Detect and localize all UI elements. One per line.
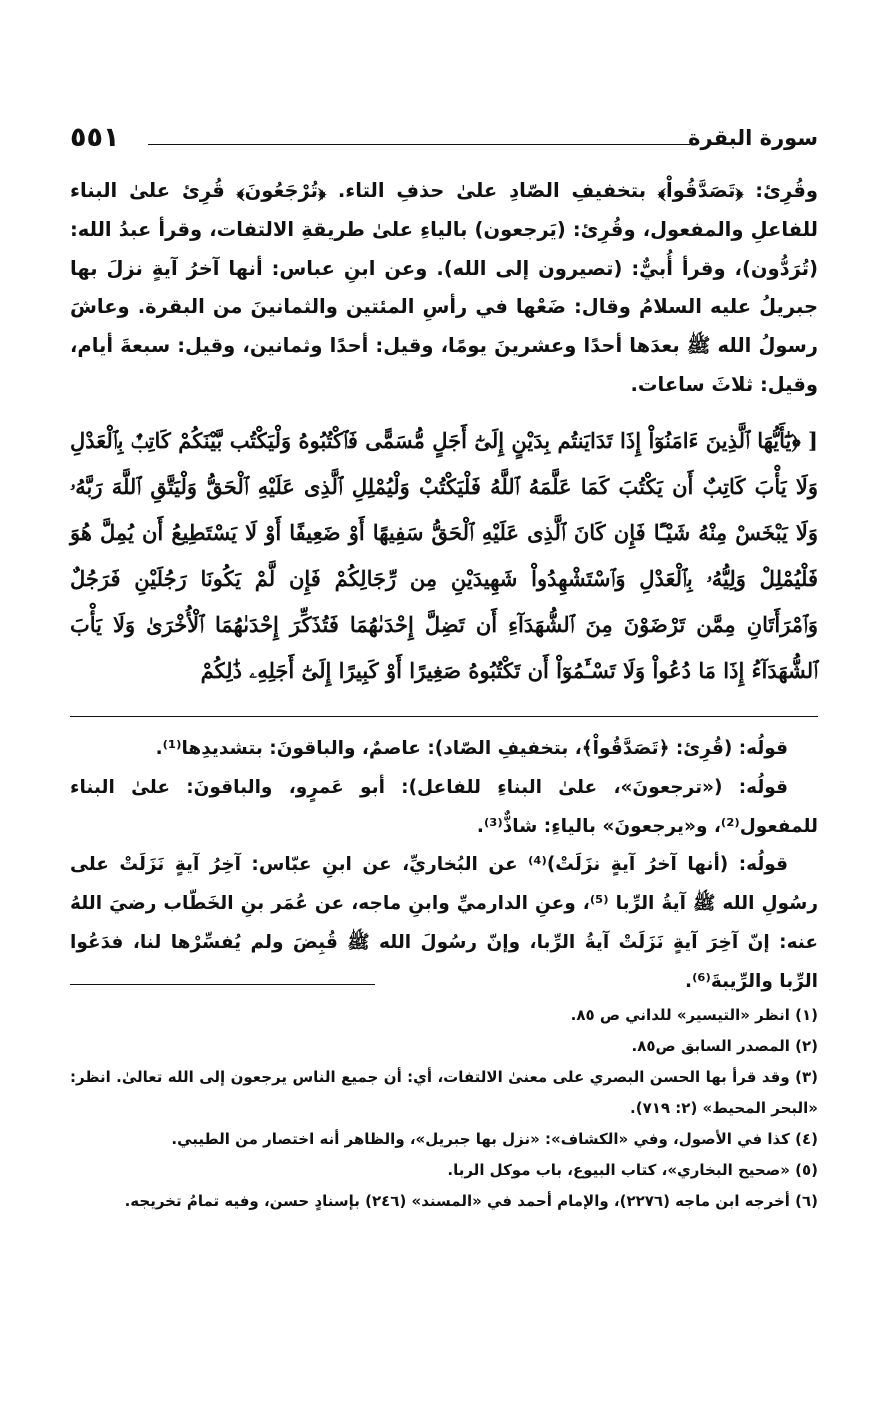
header-rule [148,144,690,145]
surah-title: سورة البقرة [688,126,818,150]
commentary-paragraph: قولُه: (أنها آخرُ آيةٍ نزَلَتْ)⁽⁴⁾ عن البُخاريِّ، عن ابنِ عبّاس: آخِرُ آيةٍ نَزَلَتْ على رسُولِ الله ﷺ آيةُ الرِّبا ⁽⁵⁾، وعنِ الدارميِّ وابنِ ماجه، عن عُمَر بنِ الخَطّاب رضيَ اللهُ عنه: إنّ آخِرَ آيةٍ نَزَلَتْ آيةُ الرِّبا، وإنّ رسُولَ الله ﷺ قُبِضَ ولم يُفسِّرْها لنا، فدَعُوا الرِّبا والرِّيبةَ⁽⁶⁾. [70,854,818,992]
footnote: (١) انظر «التيسير» للداني ص ٨٥. [570,1006,818,1024]
footnote-divider [70,984,375,985]
footnote: (٦) أخرجه ابن ماجه (٢٢٧٦)، والإمام أحمد في «المسند» (٢٤٦) بإسنادٍ حسن، وفيه تمامُ تخريجه. [124,1192,818,1210]
footnote: (٣) وقد قرأ بها الحسن البصري على معنىٰ الالتفات، أي: أن جميع الناس يرجعون إلى الله تعالىٰ. انظر: «البحر المحيط» (٢: ٧١٩). [70,1068,818,1117]
main-paragraph: وقُرِئ: ﴿تَصَدَّقُواْ﴾ بتخفيفِ الصّادِ علىٰ حذفِ التاء. ﴿تُرْجَعُونَ﴾ قُرِئ علىٰ البناء للفاعلِ والمفعول، وقُرِئ: (يَرجعون) بالياءِ علىٰ طريقةِ الالتفات، وقرأ عبدُ الله: (تُرَدُّون)، وقرأ أُبيٌّ: (تصيرون إلى الله). وعن ابنِ عباس: أنها آخرُ آيةٍ نزلَ بها جبريلُ عليه السلامُ وقال: ضَعْها في رأسِ المئتين والثمانينَ من البقرة. وعاشَ رسولُ الله ﷺ بعدَها أحدًا وعشرينَ يومًا، وقيل: أحدًا وثمانين، وقيل: سبعةَ أيام، وقيل: ثلاثَ ساعات. [70,179,818,396]
book-page [70,100,818,1320]
section-divider [70,716,818,717]
quran-verse [70,418,818,694]
footnotes [70,1000,818,1217]
footnote: (٥) «صحيح البخاري»، كتاب البيوع، باب موكل الربا. [447,1161,818,1179]
page-number: ٥٥١ [70,122,120,153]
quran-verse-text: [ ﴿يَٰٓأَيُّهَا ٱلَّذِينَ ءَامَنُوٓاْ إِذَا تَدَايَنتُم بِدَيْنٍ إِلَىٰٓ أَجَلٍ مُّسَمًّى فَٱكْتُبُوهُ وَلْيَكْتُب بَّيْنَكُمْ كَاتِبٌۢ بِٱلْعَدْلِ وَلَا يَأْبَ كَاتِبٌ أَن يَكْتُبَ كَمَا عَلَّمَهُ ٱللَّهُ فَلْيَكْتُبْ وَلْيُمْلِلِ ٱلَّذِى عَلَيْهِ ٱلْحَقُّ وَلْيَتَّقِ ٱللَّهَ رَبَّهُۥ وَلَا يَبْخَسْ مِنْهُ شَيْـًٔا فَإِن كَانَ ٱلَّذِى عَلَيْهِ ٱلْحَقُّ سَفِيهًا أَوْ ضَعِيفًا أَوْ لَا يَسْتَطِيعُ أَن يُمِلَّ هُوَ فَلْيُمْلِلْ وَلِيُّهُۥ بِٱلْعَدْلِ وَٱسْتَشْهِدُواْ شَهِيدَيْنِ مِن رِّجَالِكُمْ فَإِن لَّمْ يَكُونَا رَجُلَيْنِ فَرَجُلٌ وَٱمْرَأَتَانِ مِمَّن تَرْضَوْنَ مِنَ ٱلشُّهَدَآءِ أَن تَضِلَّ إِحْدَىٰهُمَا فَتُذَكِّرَ إِحْدَىٰهُمَا ٱلْأُخْرَىٰ وَلَا يَأْبَ ٱلشُّهَدَآءُ إِذَا مَا دُعُواْ وَلَا تَسْـَٔمُوٓاْ أَن تَكْتُبُوهُ صَغِيرًا أَوْ كَبِيرًا إِلَىٰٓ أَجَلِهِۦ ذَٰلِكُمْ [70,428,818,683]
footnote: (٢) المصدر السابق ص٨٥. [631,1037,818,1055]
page-header [70,122,818,162]
main-text [70,172,818,405]
footnote: (٤) كذا في الأصول، وفي «الكشاف»: «نزل بها جبريل»، والظاهر أنه اختصار من الطيبي. [171,1130,818,1148]
commentary-paragraph: قولُه: («ترجعونَ»، علىٰ البناءِ للفاعل): أبو عَمرٍو، والباقونَ: علىٰ البناء للمفعول⁽²⁾، و«يرجعونَ» بالياءِ: شاذٌّ⁽³⁾. [70,776,818,837]
commentary-paragraph: قولُه: (قُرِئ: ﴿تَصَدَّقُواْ﴾، بتخفيفِ الصّاد): عاصمٌ، والباقونَ: بتشديدِها⁽¹⁾. [155,738,788,759]
commentary [70,730,818,1002]
